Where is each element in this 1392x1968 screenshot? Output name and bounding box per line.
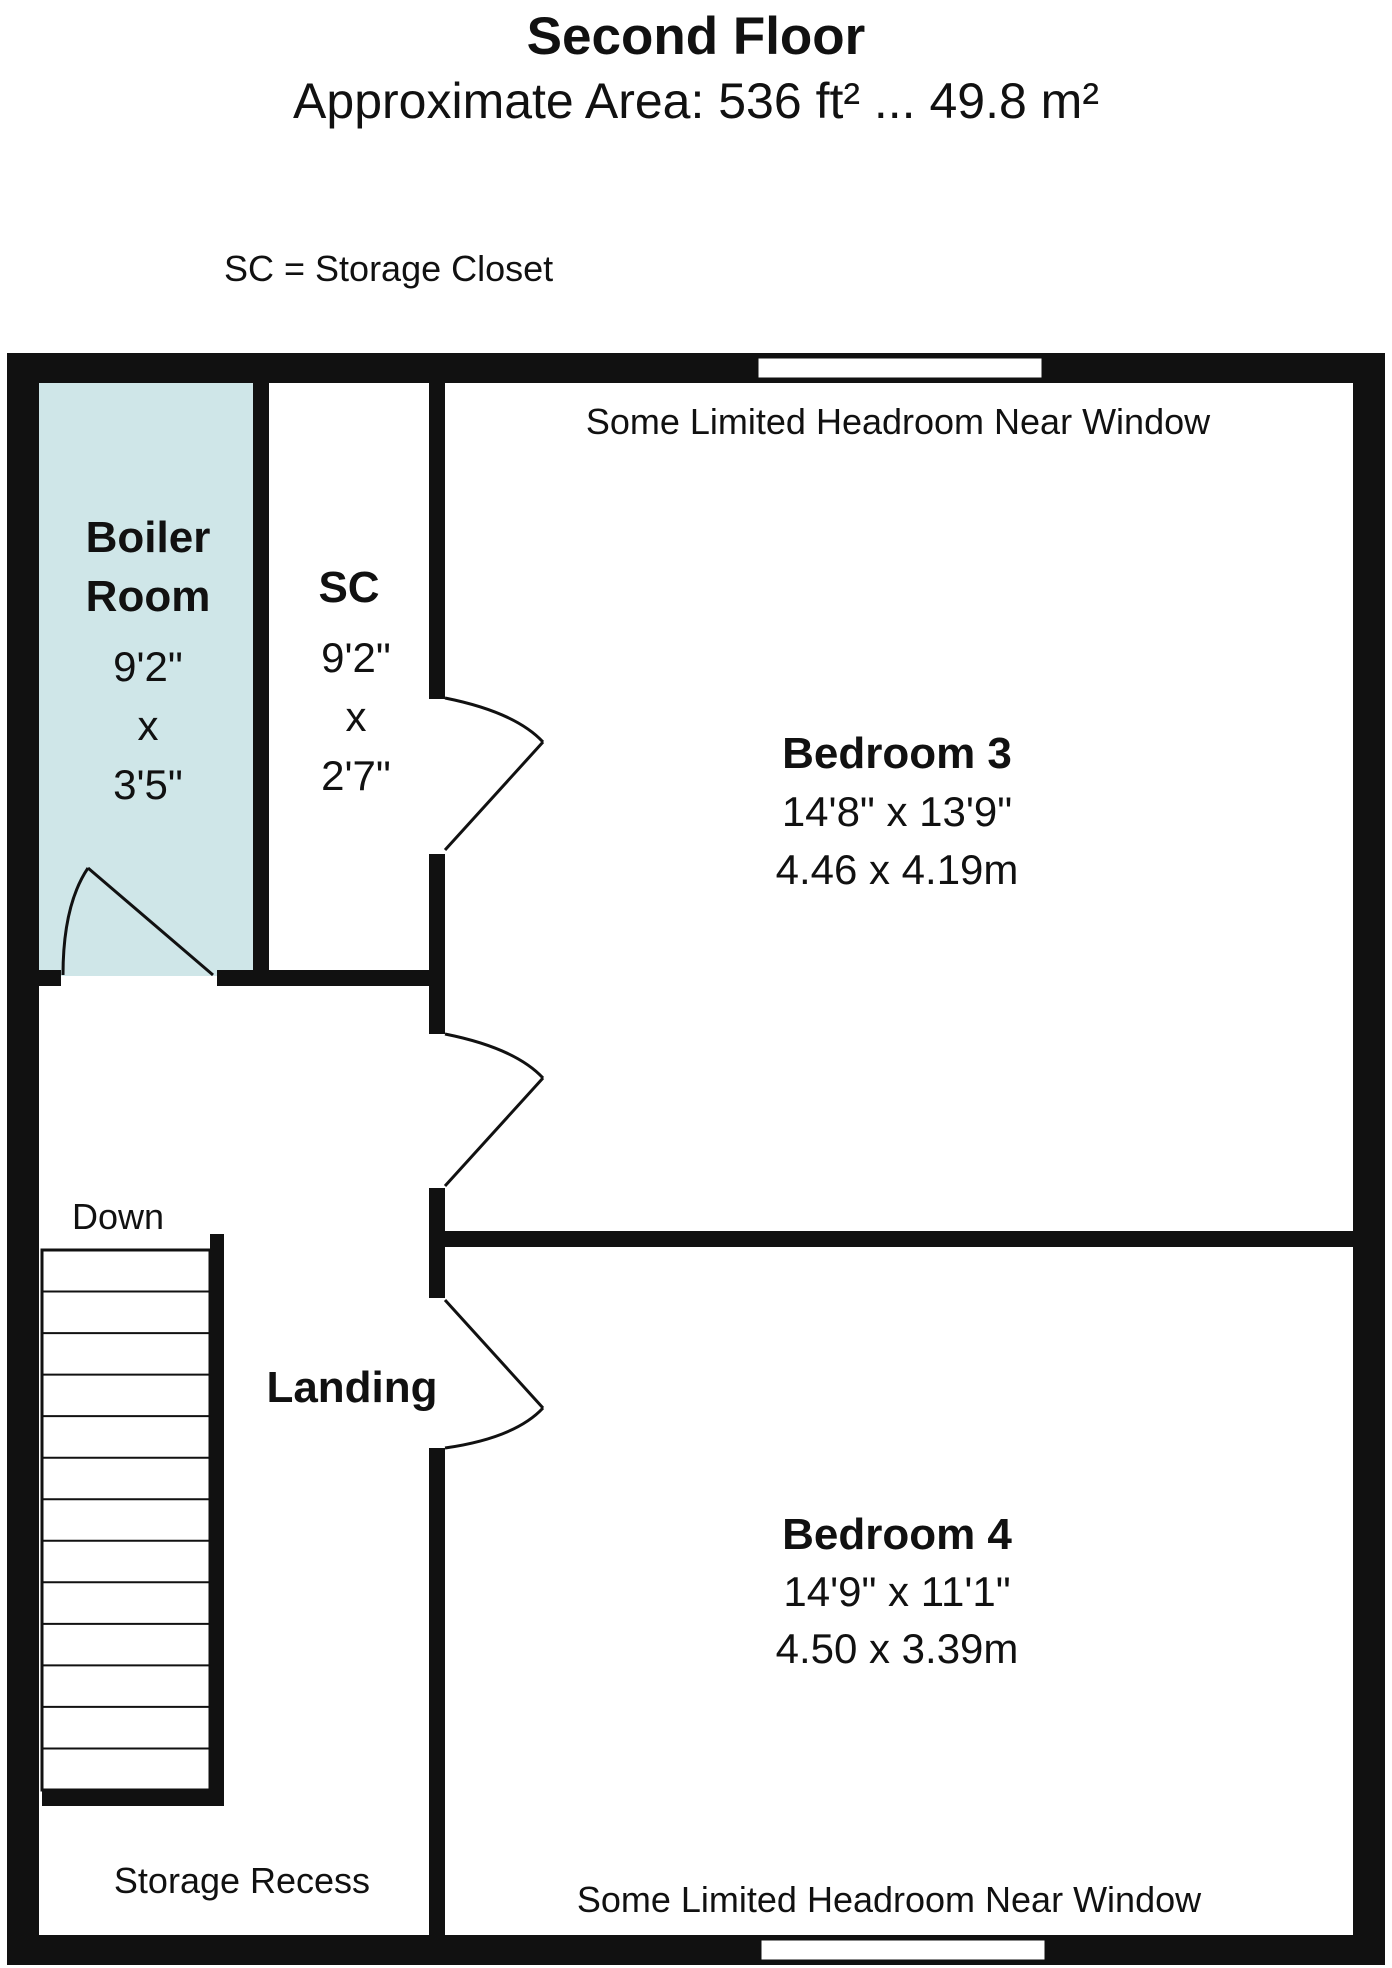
wall-landing-bedroom3: [429, 1188, 445, 1298]
legend-text: SC = Storage Closet: [224, 248, 554, 289]
label-stairs-down: Down: [72, 1196, 165, 1237]
svg-text:Bedroom 3: Bedroom 3: [782, 729, 1012, 778]
svg-text:2'7": 2'7": [321, 752, 391, 799]
wall-sc-bedroom3-upper: [429, 383, 445, 699]
outer-wall-top: [7, 353, 1385, 383]
svg-text:4.50 x 3.39m: 4.50 x 3.39m: [775, 1625, 1019, 1672]
label-bedroom-3: [586, 401, 1211, 893]
label-bedroom-4: [577, 1510, 1202, 1920]
door-sc: [445, 698, 543, 850]
svg-text:14'8" x 13'9": 14'8" x 13'9": [781, 788, 1013, 835]
window-bottom: [760, 1939, 1046, 1961]
outer-wall-bottom: [7, 1935, 1385, 1965]
svg-text:x: x: [345, 693, 367, 740]
svg-text:Bedroom 4: Bedroom 4: [782, 1510, 1012, 1559]
svg-text:3'5": 3'5": [113, 761, 183, 808]
svg-text:Boiler: Boiler: [85, 513, 211, 562]
svg-text:9'2": 9'2": [321, 634, 391, 681]
label-storage-recess: Storage Recess: [113, 1860, 371, 1901]
floor-title: Second Floor: [526, 7, 866, 66]
wall-boiler-landing-stub: [39, 970, 61, 986]
svg-text:SC: SC: [318, 563, 380, 612]
wall-landing-bedroom4: [429, 1448, 445, 1936]
bedroom4-note: Some Limited Headroom Near Window: [576, 1879, 1202, 1920]
door-bedroom4: [445, 1300, 543, 1448]
outer-wall-right: [1353, 353, 1385, 1965]
wall-boiler-landing: [217, 970, 445, 986]
window-top: [757, 357, 1043, 379]
wall-sc-bedroom3-lower: [429, 854, 445, 1034]
svg-text:Room: Room: [85, 572, 211, 621]
label-storage-closet: [318, 563, 390, 799]
bedroom3-note: Some Limited Headroom Near Window: [585, 401, 1211, 442]
wall-boiler-sc: [253, 383, 269, 976]
svg-text:4.46 x 4.19m: 4.46 x 4.19m: [775, 846, 1019, 893]
svg-text:14'9" x 11'1": 14'9" x 11'1": [783, 1568, 1011, 1615]
outer-wall-left: [7, 353, 39, 1965]
svg-text:x: x: [137, 702, 159, 749]
wall-bedroom3-bedroom4: [445, 1231, 1353, 1247]
label-landing: Landing: [266, 1363, 438, 1412]
staircase: [42, 1234, 224, 1806]
svg-text:9'2": 9'2": [113, 643, 183, 690]
floor-area: Approximate Area: 536 ft² ... 49.8 m²: [293, 73, 1099, 129]
door-bedroom3: [445, 1034, 543, 1186]
